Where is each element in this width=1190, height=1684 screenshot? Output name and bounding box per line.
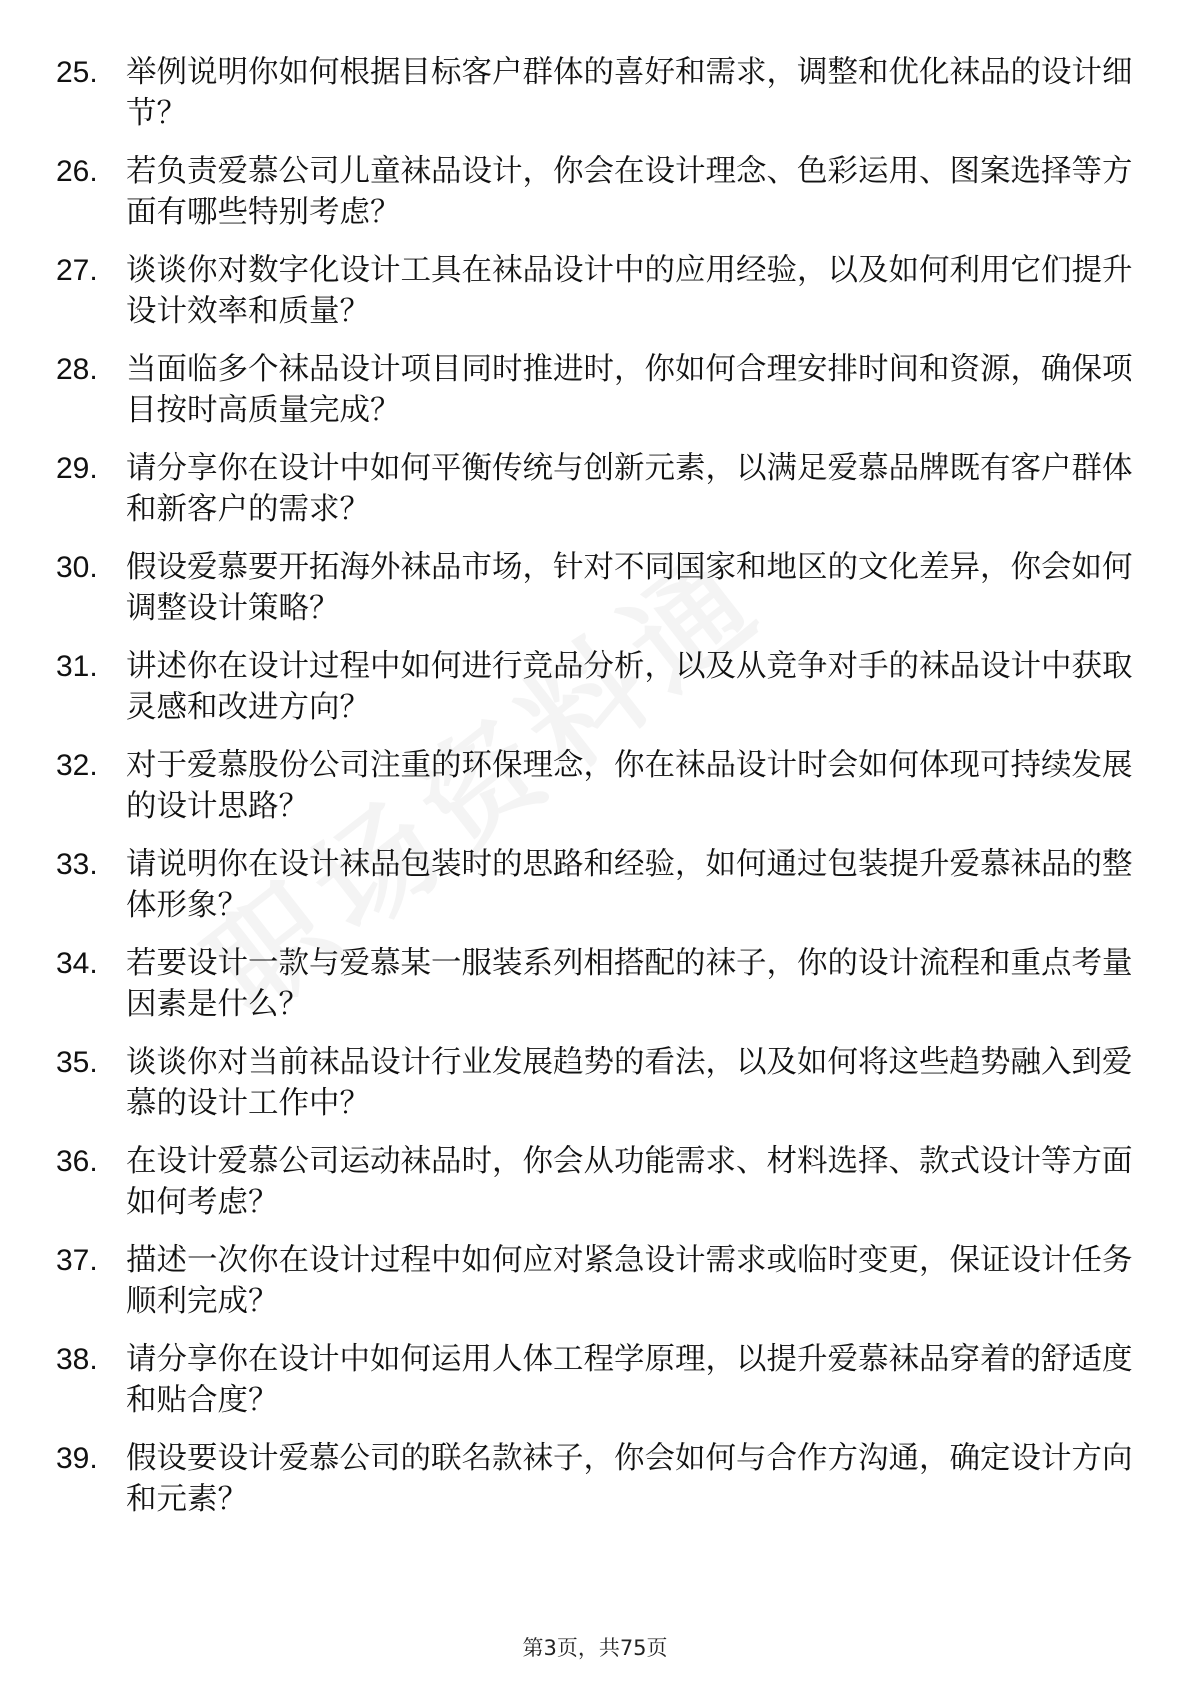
question-item [56, 943, 1136, 1025]
question-item [56, 745, 1136, 827]
page-footer [0, 1632, 1190, 1662]
question-list [56, 52, 1136, 1537]
question-text: 讲述你在设计过程中如何进行竞品分析，以及从竞争对手的袜品设计中获取灵感和改进方向？ [126, 649, 1133, 725]
question-number: 26. [56, 155, 98, 188]
question-number: 27. [56, 254, 98, 287]
question-text: 在设计爱慕公司运动袜品时，你会从功能需求、材料选择、款式设计等方面如何考虑？ [126, 1144, 1133, 1220]
question-number: 38. [56, 1343, 98, 1376]
question-text: 假设要设计爱慕公司的联名款袜子，你会如何与合作方沟通，确定设计方向和元素？ [126, 1441, 1133, 1517]
question-number: 35. [56, 1046, 98, 1079]
question-item [56, 1339, 1136, 1421]
question-text: 对于爱慕股份公司注重的环保理念，你在袜品设计时会如何体现可持续发展的设计思路？ [126, 748, 1133, 824]
question-item [56, 349, 1136, 431]
question-number: 25. [56, 56, 98, 89]
question-number: 31. [56, 650, 98, 683]
question-number: 28. [56, 353, 98, 386]
question-number: 36. [56, 1145, 98, 1178]
question-item [56, 52, 1136, 134]
question-item [56, 646, 1136, 728]
question-item [56, 844, 1136, 926]
question-item [56, 448, 1136, 530]
question-text: 谈谈你对当前袜品设计行业发展趋势的看法，以及如何将这些趋势融入到爱慕的设计工作中？ [126, 1045, 1133, 1121]
question-item [56, 250, 1136, 332]
question-text: 请说明你在设计袜品包装时的思路和经验，如何通过包装提升爱慕袜品的整体形象？ [126, 847, 1133, 923]
question-text: 谈谈你对数字化设计工具在袜品设计中的应用经验，以及如何利用它们提升设计效率和质量？ [126, 253, 1133, 329]
question-number: 29. [56, 452, 98, 485]
question-text: 若负责爱慕公司儿童袜品设计，你会在设计理念、色彩运用、图案选择等方面有哪些特别考虑？ [126, 154, 1133, 230]
question-text: 若要设计一款与爱慕某一服装系列相搭配的袜子，你的设计流程和重点考量因素是什么？ [126, 946, 1133, 1022]
question-item [56, 547, 1136, 629]
question-text: 描述一次你在设计过程中如何应对紧急设计需求或临时变更，保证设计任务顺利完成？ [126, 1243, 1133, 1319]
question-number: 32. [56, 749, 98, 782]
question-text: 当面临多个袜品设计项目同时推进时，你如何合理安排时间和资源，确保项目按时高质量完成？ [126, 352, 1133, 428]
question-number: 33. [56, 848, 98, 881]
question-item [56, 1042, 1136, 1124]
question-text: 举例说明你如何根据目标客户群体的喜好和需求，调整和优化袜品的设计细节？ [126, 55, 1133, 131]
question-text: 假设爱慕要开拓海外袜品市场，针对不同国家和地区的文化差异，你会如何调整设计策略？ [126, 550, 1133, 626]
question-text: 请分享你在设计中如何平衡传统与创新元素，以满足爱慕品牌既有客户群体和新客户的需求？ [126, 451, 1133, 527]
question-number: 30. [56, 551, 98, 584]
question-text: 请分享你在设计中如何运用人体工程学原理，以提升爱慕袜品穿着的舒适度和贴合度？ [126, 1342, 1133, 1418]
question-number: 39. [56, 1442, 98, 1475]
question-number: 37. [56, 1244, 98, 1277]
question-item [56, 1141, 1136, 1223]
question-number: 34. [56, 947, 98, 980]
page-number-label: 第3页，共75页 [522, 1636, 668, 1660]
question-item [56, 1438, 1136, 1520]
question-item [56, 151, 1136, 233]
question-item [56, 1240, 1136, 1322]
